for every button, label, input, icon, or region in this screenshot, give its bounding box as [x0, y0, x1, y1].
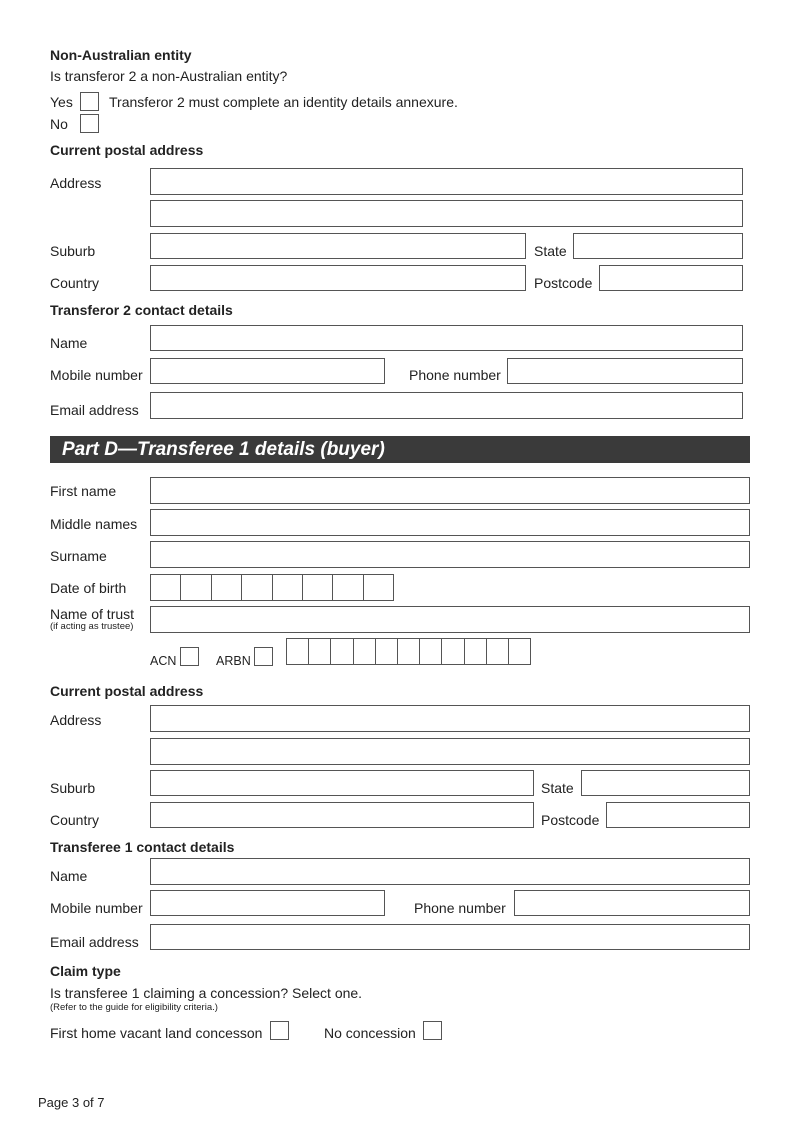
suburb-label: Suburb	[50, 243, 96, 259]
address-line1-field[interactable]	[150, 168, 743, 195]
no-concession-checkbox[interactable]	[423, 1021, 442, 1040]
yes-label: Yes	[50, 94, 73, 110]
country-2-label: Country	[50, 812, 100, 828]
phone-2-field[interactable]	[514, 890, 750, 916]
dob-label: Date of birth	[50, 580, 127, 596]
mobile-2-field[interactable]	[150, 890, 385, 916]
surname-label: Surname	[50, 548, 107, 564]
trust-note: (if acting as trustee)	[50, 621, 134, 632]
contact-2-name-label: Name	[50, 868, 88, 884]
non-australian-question: Is transferor 2 a non-Australian entity?	[50, 68, 288, 84]
postcode-2-label: Postcode	[541, 812, 600, 828]
state-2-label: State	[541, 780, 574, 796]
suburb-field[interactable]	[150, 233, 526, 259]
postcode-label: Postcode	[534, 275, 593, 291]
country-field[interactable]	[150, 265, 526, 291]
phone-2-label: Phone number	[414, 900, 506, 916]
address-label: Address	[50, 175, 102, 191]
acn-checkbox[interactable]	[180, 647, 199, 666]
claim-type-heading: Claim type	[50, 963, 121, 979]
acn-arbn-number-field[interactable]	[286, 638, 531, 665]
suburb-2-field[interactable]	[150, 770, 534, 796]
contact-name-field[interactable]	[150, 325, 743, 351]
mobile-field[interactable]	[150, 358, 385, 384]
dob-field[interactable]	[150, 574, 394, 601]
postcode-field[interactable]	[599, 265, 743, 291]
trust-label: Name of trust	[50, 606, 135, 622]
middle-names-field[interactable]	[150, 509, 750, 536]
no-concession-label: No concession	[324, 1025, 416, 1041]
country-2-field[interactable]	[150, 802, 534, 828]
state-2-field[interactable]	[581, 770, 750, 796]
contact-2-name-field[interactable]	[150, 858, 750, 885]
state-field[interactable]	[573, 233, 743, 259]
contact-name-label: Name	[50, 335, 88, 351]
address-line2-field[interactable]	[150, 200, 743, 227]
postal-address-heading: Current postal address	[50, 142, 204, 158]
claim-type-question: Is transferee 1 claiming a concession? Select one.	[50, 985, 363, 1001]
no-label: No	[50, 116, 68, 132]
state-label: State	[534, 243, 567, 259]
claim-type-note: (Refer to the guide for eligibility criteria.)	[50, 1002, 218, 1013]
first-home-label: First home vacant land concesson	[50, 1025, 263, 1041]
part-d-banner: Part D—Transferee 1 details (buyer)	[50, 436, 750, 463]
postal-address-2-heading: Current postal address	[50, 683, 204, 699]
surname-field[interactable]	[150, 541, 750, 568]
middle-names-label: Middle names	[50, 516, 138, 532]
country-label: Country	[50, 275, 100, 291]
trust-name-field[interactable]	[150, 606, 750, 633]
phone-label: Phone number	[409, 367, 501, 383]
mobile-label: Mobile number	[50, 367, 143, 383]
email-2-label: Email address	[50, 934, 139, 950]
suburb-2-label: Suburb	[50, 780, 96, 796]
postcode-2-field[interactable]	[606, 802, 750, 828]
address-2-label: Address	[50, 712, 102, 728]
arbn-checkbox[interactable]	[254, 647, 273, 666]
email-2-field[interactable]	[150, 924, 750, 950]
non-australian-heading: Non-Australian entity	[50, 47, 192, 63]
address-2-line1-field[interactable]	[150, 705, 750, 732]
phone-field[interactable]	[507, 358, 743, 384]
yes-checkbox[interactable]	[80, 92, 99, 111]
transferee1-contact-heading: Transferee 1 contact details	[50, 839, 235, 855]
email-label: Email address	[50, 402, 139, 418]
no-checkbox[interactable]	[80, 114, 99, 133]
acn-label: ACN	[150, 654, 177, 668]
transferor2-contact-heading: Transferor 2 contact details	[50, 302, 233, 318]
first-name-label: First name	[50, 483, 117, 499]
first-home-checkbox[interactable]	[270, 1021, 289, 1040]
arbn-label: ARBN	[216, 654, 251, 668]
first-name-field[interactable]	[150, 477, 750, 504]
email-field[interactable]	[150, 392, 743, 419]
page-number: Page 3 of 7	[38, 1095, 105, 1110]
mobile-2-label: Mobile number	[50, 900, 143, 916]
yes-note: Transferor 2 must complete an identity details annexure.	[109, 94, 458, 110]
address-2-line2-field[interactable]	[150, 738, 750, 765]
